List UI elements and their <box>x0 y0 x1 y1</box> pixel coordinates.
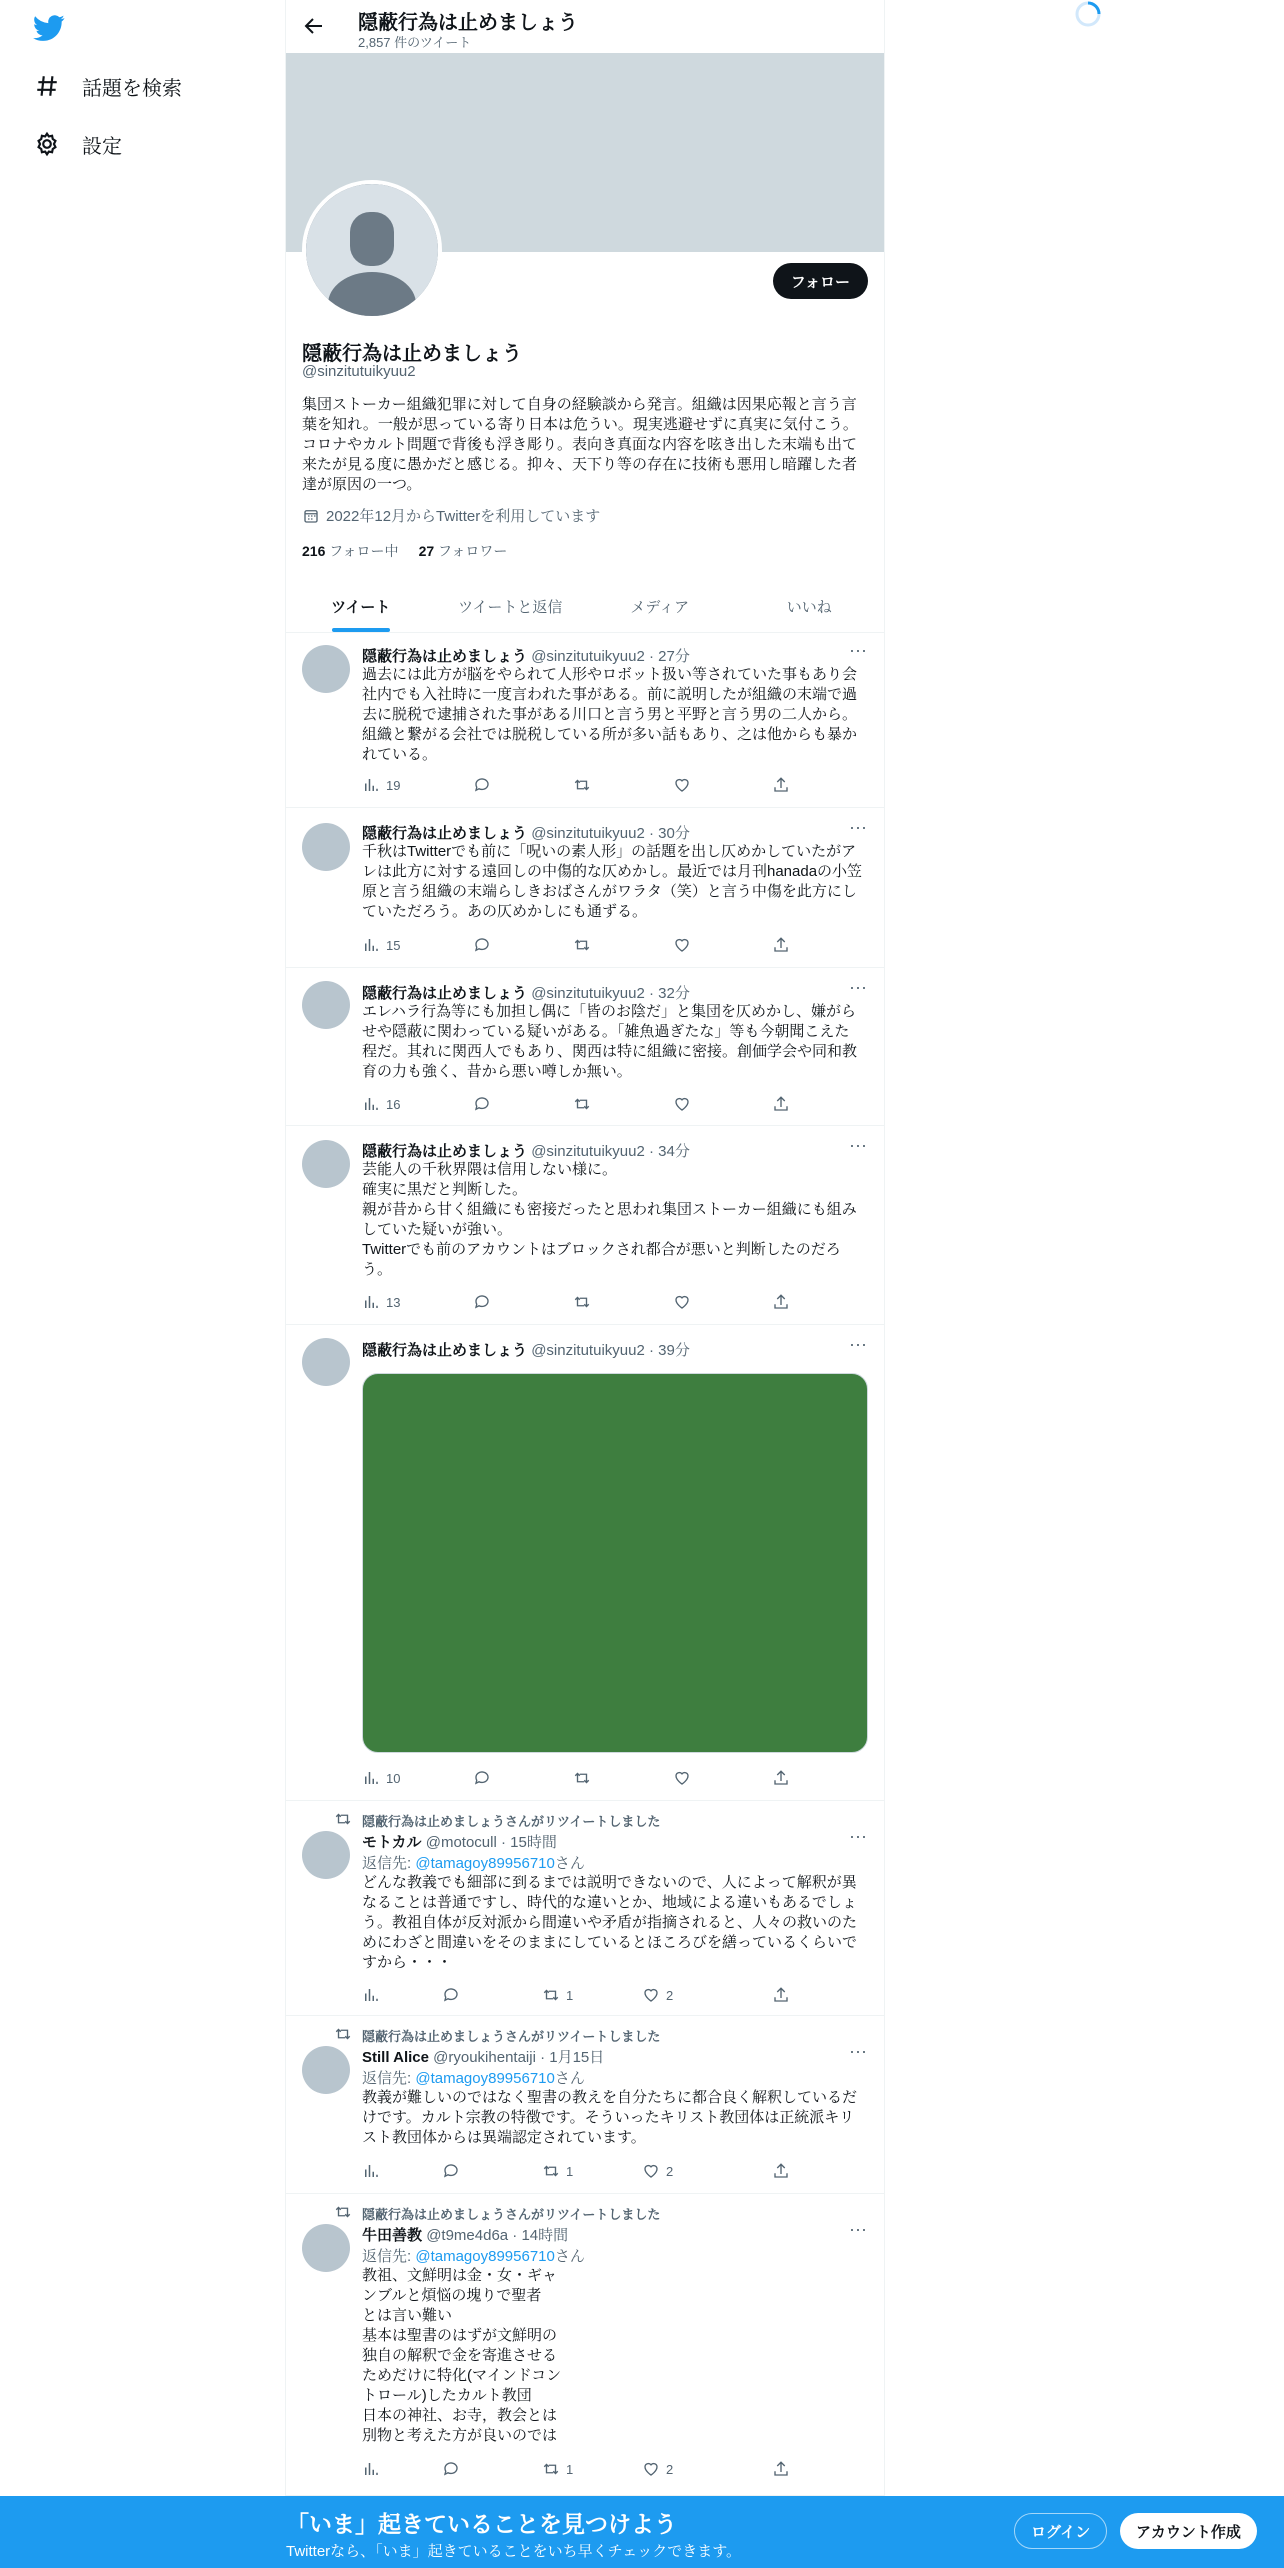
retweet-label: 隠蔽行為は止めましょうさんがリツイートしました <box>362 1814 661 1829</box>
default-avatar-icon <box>306 184 438 316</box>
like-button[interactable]: 2 <box>642 1986 673 2004</box>
following-link[interactable]: 216 フォロー中 <box>302 543 399 559</box>
share-icon <box>772 1095 790 1113</box>
reply-icon <box>473 1095 491 1113</box>
tweet-header: 牛田善教 @t9me4d6a · 14時間 <box>362 2227 569 2244</box>
avatar[interactable] <box>302 2046 350 2094</box>
tweet-actions <box>362 776 802 796</box>
analytics-icon <box>362 1986 380 2004</box>
share-button[interactable] <box>772 1986 790 2004</box>
tweet[interactable] <box>286 808 884 968</box>
header-tweet-count: 2,857 件のツイート <box>358 35 472 50</box>
more-icon[interactable]: ··· <box>849 1334 867 1354</box>
views-button[interactable]: 15 <box>362 936 400 954</box>
retweet[interactable] <box>286 1801 884 2016</box>
like-button[interactable] <box>673 776 691 794</box>
share-button[interactable] <box>772 1769 790 1787</box>
main-column <box>285 0 885 2568</box>
like-button[interactable] <box>673 1095 691 1113</box>
share-icon <box>772 776 790 794</box>
reply-button[interactable] <box>473 1095 491 1113</box>
like-button[interactable] <box>673 1769 691 1787</box>
tweet-actions <box>362 1769 802 1789</box>
header-title: 隠蔽行為は止めましょう <box>358 12 578 34</box>
retweet-button[interactable]: 1 <box>542 1986 573 2004</box>
share-icon <box>772 1293 790 1311</box>
more-icon[interactable]: ··· <box>849 1826 867 1846</box>
loading-spinner-icon <box>1074 0 1102 28</box>
mention-link[interactable]: @tamagoy89956710 <box>415 2070 555 2087</box>
retweet-icon <box>573 936 591 954</box>
reply-button[interactable] <box>442 2162 460 2180</box>
profile-joined <box>302 505 600 526</box>
share-button[interactable] <box>772 2162 790 2180</box>
reply-button[interactable] <box>473 1293 491 1311</box>
tweet-actions <box>362 2460 802 2480</box>
like-button[interactable]: 2 <box>642 2460 673 2478</box>
bottom-bar-title: 「いま」起きていることを見つけよう <box>286 2511 677 2537</box>
tweet-text: 過去には此方が脳をやられて人形やロボット扱い等されていた事もあり会 社内でも入社時に一度言われた事がある。前に説明したが組織の末端で過 去に脱税で逮捕された事がある川口と言う男と平野と言う男の二人から。 組織と繋がる会社では脱税している所が多い話もあり、之は他からも暴か れている。 <box>362 666 858 763</box>
views-button[interactable]: 10 <box>362 1769 400 1787</box>
analytics-icon <box>362 2460 380 2478</box>
profile-handle: @sinzitutuikyuu2 <box>302 363 416 380</box>
left-navigation <box>0 0 285 2568</box>
tweet-header: 隠蔽行為は止めましょう @sinzitutuikyuu2 · 32分 <box>362 985 690 1002</box>
avatar[interactable] <box>302 1831 350 1879</box>
retweet-icon <box>573 1293 591 1311</box>
tab-media[interactable]: メディア <box>630 598 690 616</box>
reply-icon <box>442 1986 460 2004</box>
retweet-button[interactable] <box>573 1095 591 1113</box>
analytics-icon <box>362 1769 380 1787</box>
tweet-header: 隠蔽行為は止めましょう @sinzitutuikyuu2 · 27分 <box>362 648 690 665</box>
tweet-header: Still Alice @ryoukihentaiji · 1月15日 <box>362 2049 605 2066</box>
tab-likes[interactable]: いいね <box>786 598 832 616</box>
tab-tweets[interactable]: ツイート <box>286 580 436 632</box>
tweet-text: エレハラ行為等にも加担し偶に「皆のお陰だ」と集団を仄めかし、嫌がら せや隠蔽に関わっている疑いがある。「雑魚過ぎたな」等も今朝聞こえた 程だ。其れに関西人でもあり、関西は特に組織に密接。創価学会や同和教 育の力も強く、昔から悪い噂しか無い。 <box>362 1003 858 1080</box>
more-icon[interactable]: ··· <box>849 977 867 997</box>
retweet-button[interactable]: 1 <box>542 2162 573 2180</box>
tweet[interactable] <box>286 633 884 808</box>
heart-icon <box>642 2460 660 2478</box>
retweet-icon <box>542 1986 560 2004</box>
retweet-indicator-icon <box>334 1810 352 1828</box>
analytics-icon <box>362 1095 380 1113</box>
reply-icon <box>473 1769 491 1787</box>
retweet[interactable] <box>286 2016 884 2194</box>
more-icon[interactable]: ··· <box>849 2219 867 2239</box>
heart-icon <box>673 936 691 954</box>
joined-text: 2022年12月からTwitterを利用しています <box>326 508 601 525</box>
profile-name: 隠蔽行為は止めましょう <box>302 343 522 365</box>
reply-button[interactable] <box>473 1769 491 1787</box>
retweet-indicator-icon <box>334 2025 352 2043</box>
views-button[interactable] <box>362 2460 380 2478</box>
calendar-icon <box>302 507 320 525</box>
views-button[interactable] <box>362 2162 380 2180</box>
share-button[interactable] <box>772 1293 790 1311</box>
share-icon <box>772 2460 790 2478</box>
more-icon[interactable]: ··· <box>849 817 867 837</box>
share-icon <box>772 936 790 954</box>
retweet[interactable] <box>286 2194 884 2496</box>
avatar[interactable] <box>302 2224 350 2272</box>
profile-stats <box>302 541 507 561</box>
reply-to: 返信先: @tamagoy89956710さん <box>362 1855 585 1872</box>
mention-link[interactable]: @tamagoy89956710 <box>415 2248 555 2265</box>
heart-icon <box>673 1293 691 1311</box>
tweet-actions <box>362 1095 802 1115</box>
nav-explore[interactable] <box>34 62 182 110</box>
tweet-text: 教祖、文鮮明は金・女・ギャ ンブルと煩悩の塊りで聖者 とは言い難い 基本は聖書のはずが文鮮明の 独自の解釈で金を寄進させる ためだけに特化(マインドコン トロール)したカルト教団 日本の神社、お寺，教会とは 別物と考えた方が良いのでは <box>362 2267 562 2444</box>
like-button[interactable] <box>673 1293 691 1311</box>
like-button[interactable]: 2 <box>642 2162 673 2180</box>
reply-to: 返信先: @tamagoy89956710さん <box>362 2070 585 2087</box>
more-icon[interactable]: ··· <box>849 2041 867 2061</box>
reply-icon <box>473 1293 491 1311</box>
heart-icon <box>673 1769 691 1787</box>
reply-icon <box>473 776 491 794</box>
views-button[interactable] <box>362 1986 380 2004</box>
analytics-icon <box>362 936 380 954</box>
heart-icon <box>673 776 691 794</box>
retweet-button[interactable] <box>573 936 591 954</box>
nav-explore-label: 話題を検索 <box>82 77 182 100</box>
avatar[interactable] <box>302 981 350 1029</box>
retweet-button[interactable]: 1 <box>542 2460 573 2478</box>
views-button[interactable]: 13 <box>362 1293 400 1311</box>
reply-to: 返信先: @tamagoy89956710さん <box>362 2248 585 2265</box>
back-arrow-icon[interactable] <box>302 14 326 38</box>
retweet-indicator-icon <box>334 2203 352 2221</box>
signup-button[interactable]: アカウント作成 <box>1120 2513 1257 2549</box>
avatar[interactable] <box>302 1338 350 1386</box>
retweet-button[interactable] <box>573 1293 591 1311</box>
retweet-button[interactable] <box>573 1769 591 1787</box>
more-icon[interactable]: ··· <box>849 1135 867 1155</box>
tweet[interactable] <box>286 1126 884 1325</box>
tweet-text: どんな教義でも細部に到るまでは説明できないので、人によって解釈が異 なることは普通ですし、時代的な違いとか、地域による違いもあるでしょ う。教祖自体が反対派から間違いや矛盾が指摘されると、人々の救いのた めにわざと間違いをそのままにしているとほころびを繕っているくらいで すから・・・ <box>362 1874 858 1971</box>
hashtag-icon <box>34 73 60 99</box>
retweet-label: 隠蔽行為は止めましょうさんがリツイートしました <box>362 2207 661 2222</box>
views-button[interactable]: 16 <box>362 1095 400 1113</box>
signup-prompt-bar <box>0 2496 1284 2568</box>
share-icon <box>772 1986 790 2004</box>
follow-button[interactable]: フォロー <box>773 263 868 299</box>
share-button[interactable] <box>772 2460 790 2478</box>
retweet-icon <box>573 1769 591 1787</box>
profile-bio: 集団ストーカー組織犯罪に対して自身の経験談から発言。組織は因果応報と言う言葉を知れ。一般が思っている寄り日本は危うい。現実逃避せずに真実に気付こう。コロナやカルト問題で背後も浮き彫り。表向き真面な内容を呟き出した末端も出て来たが見る度に愚かだと感じる。抑々、天下り等の存在に技術も悪用し暗躍した者達が原因の一つ。 <box>302 396 858 493</box>
followers-link[interactable]: 27 フォロワー <box>418 543 508 559</box>
tweet-actions <box>362 1293 802 1313</box>
active-tab-indicator <box>332 628 390 632</box>
heart-icon <box>673 1095 691 1113</box>
profile-header-bar <box>286 0 884 53</box>
reply-button[interactable] <box>442 1986 460 2004</box>
retweet-icon <box>542 2460 560 2478</box>
share-icon <box>772 2162 790 2180</box>
share-button[interactable] <box>772 936 790 954</box>
analytics-icon <box>362 776 380 794</box>
retweet-icon <box>573 1095 591 1113</box>
tweet-actions <box>362 936 802 956</box>
tweet-text: 教義が難しいのではなく聖書の教えを自分たちに都合良く解釈しているだ けです。カルト宗教の特徴です。そういったキリスト教団体は正統派キリ スト教団体からは異端認定されています。 <box>362 2089 858 2146</box>
tweet-text: 芸能人の千秋界隈は信用しない様に。 確実に黒だと判断した。 親が昔から甘く組織にも密接だったと思われ集団ストーカー組織にも組み していた疑いが強い。 Twitterでも前のアカウントはブロックされ都合が悪いと判断したのだろ う。 <box>362 1161 857 1278</box>
share-icon <box>772 1769 790 1787</box>
reply-button[interactable] <box>473 776 491 794</box>
nav-settings-label: 設定 <box>82 135 122 158</box>
reply-icon <box>473 936 491 954</box>
analytics-icon <box>362 2162 380 2180</box>
share-button[interactable] <box>772 1095 790 1113</box>
mention-link[interactable]: @tamagoy89956710 <box>415 1855 555 1872</box>
avatar[interactable] <box>302 645 350 693</box>
more-icon[interactable]: ··· <box>849 640 867 660</box>
heart-icon <box>642 2162 660 2180</box>
twitter-logo-icon[interactable] <box>32 12 66 44</box>
login-button[interactable]: ログイン <box>1014 2513 1107 2549</box>
profile-avatar[interactable] <box>302 180 442 320</box>
like-button[interactable] <box>673 936 691 954</box>
views-button[interactable]: 19 <box>362 776 400 794</box>
profile-tabs <box>286 580 884 633</box>
bottom-bar-subtitle: Twitterなら、「いま」起きていることをいち早くチェックできます。 <box>286 2543 742 2560</box>
tweet-actions <box>362 1986 802 2006</box>
analytics-icon <box>362 1293 380 1311</box>
retweet-icon <box>542 2162 560 2180</box>
gear-icon <box>34 131 60 157</box>
reply-icon <box>442 2460 460 2478</box>
tweet[interactable] <box>286 968 884 1126</box>
reply-button[interactable] <box>442 2460 460 2478</box>
tweet-header: モトカル @motocull · 15時間 <box>362 1834 557 1851</box>
tweet[interactable] <box>286 1325 884 1801</box>
tweet-header: 隠蔽行為は止めましょう @sinzitutuikyuu2 · 34分 <box>362 1143 690 1160</box>
tweet-text: 千秋はTwitterでも前に「呪いの素人形」の話題を出し仄めかしていたがア レは此方に対する遠回しの中傷的な仄めかし。最近では月刊hanadaの小笠 原と言う組織の末端らしきおばさんがワラタ（笑）と言う中傷を此方にし ていただろう。あの仄めかしにも通ずる。 <box>362 843 863 920</box>
tweet-media-image[interactable] <box>362 1373 868 1753</box>
tweet-header: 隠蔽行為は止めましょう @sinzitutuikyuu2 · 39分 <box>362 1342 690 1359</box>
reply-button[interactable] <box>473 936 491 954</box>
heart-icon <box>642 1986 660 2004</box>
share-button[interactable] <box>772 776 790 794</box>
tab-tweets-and-replies[interactable]: ツイートと返信 <box>458 598 563 616</box>
tweet-header: 隠蔽行為は止めましょう @sinzitutuikyuu2 · 30分 <box>362 825 690 842</box>
retweet-icon <box>573 776 591 794</box>
retweet-button[interactable] <box>573 776 591 794</box>
avatar[interactable] <box>302 1140 350 1188</box>
reply-icon <box>442 2162 460 2180</box>
retweet-label: 隠蔽行為は止めましょうさんがリツイートしました <box>362 2029 661 2044</box>
nav-settings[interactable] <box>34 120 122 168</box>
avatar[interactable] <box>302 823 350 871</box>
tweet-actions <box>362 2162 802 2182</box>
